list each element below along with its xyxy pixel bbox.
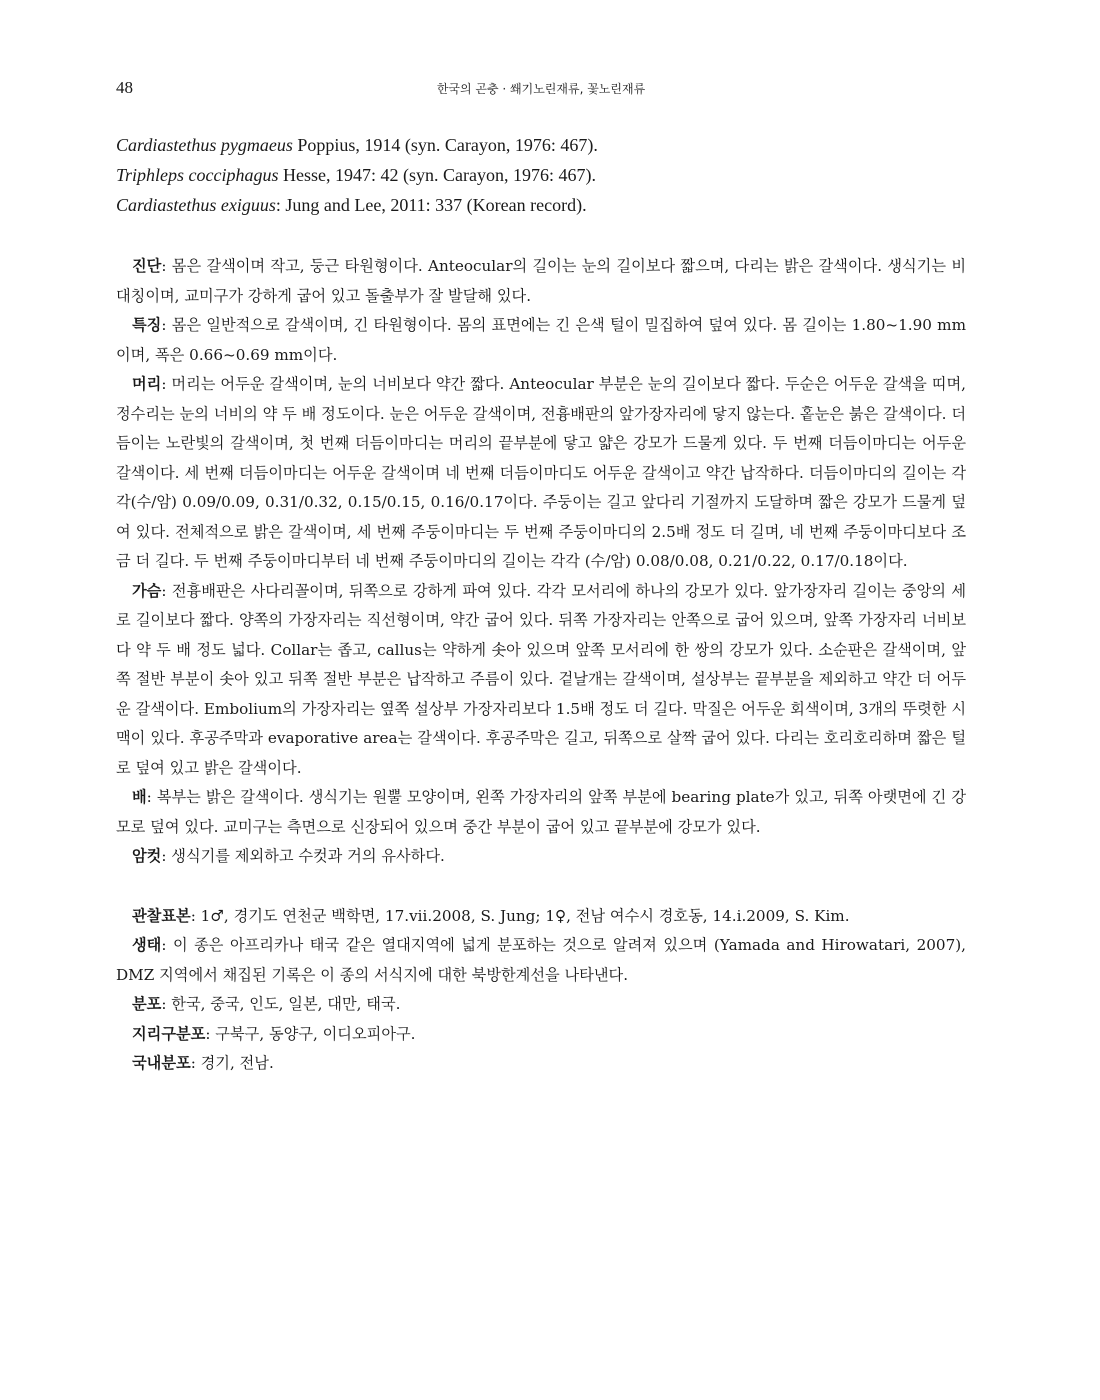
section-text: : 이 종은 아프리카나 태국 같은 열대지역에 넓게 분포하는 것으로 알려져 있으며 (Yamada and Hirowatari, 2007), DMZ 지역에서 채집된 기록은 이 종의 서식지에 대한 북방한계선을 나타낸다.	[116, 936, 966, 984]
section-text: : 몸은 일반적으로 갈색이며, 긴 타원형이다. 몸의 표면에는 긴 은색 털이 밀집하여 덮여 있다. 몸 길이는 1.80~1.90 mm이며, 폭은 0.66~0.69 mm이다.	[116, 316, 966, 364]
section-label: 진단	[132, 257, 162, 275]
section-label: 가슴	[132, 581, 162, 600]
synonym-name: Cardiastethus pygmaeus	[116, 135, 293, 155]
section-text: : 구북구, 동양구, 이디오피아구.	[205, 1024, 416, 1043]
distribution-paragraph	[116, 990, 966, 1020]
specimens-paragraph	[116, 902, 966, 932]
section-text: : 전흉배판은 사다리꼴이며, 뒤쪽으로 강하게 파여 있다. 각각 모서리에 하나의 강모가 있다. 앞가장자리 길이는 중앙의 세로 길이보다 짧다. 양쪽의 가장자리는 직선형이며, 약간 굽어 있다. 뒤쪽 가장자리는 안쪽으로 굽어 있으며, 앞쪽 가장자리 너비보다 약 두 배 정도 넓다. Collar는 좁고, callus는 약하게 솟아 있으며 앞쪽 모서리에 한 쌍의 강모가 있다. 소순판은 갈색이며, 앞쪽 절반 부분이 솟아 있고 뒤쪽 절반 부분은 납작하고 주름이 있다. 겉날개는 갈색이며, 설상부는 끝부분을 제외하고 약간 더 어두운 갈색이다. Embolium의 가장자리는 옆쪽 설상부 가장자리보다 1.5배 정도 더 길다. 막질은 어두운 회색이며, 3개의 뚜렷한 시맥이 있다. 후공주막과 evaporative area는 갈색이다. 후공주막은 길고, 뒤쪽으로 살짝 굽어 있다. 다리는 호리호리하며 짧은 털로 덮여 있고 밝은 갈색이다.	[116, 581, 966, 777]
section-text: : 1♂, 경기도 연천군 백학면, 17.vii.2008, S. Jung; 1♀, 전남 여수시 경호동, 14.i.2009, S. Kim.	[190, 906, 850, 925]
section-text: : 몸은 갈색이며 작고, 둥근 타원형이다. Anteocular의 길이는 눈의 길이보다 짧으며, 다리는 밝은 갈색이다. 생식기는 비대칭이며, 교미구가 강하게 굽어 있고 돌출부가 잘 발달해 있다.	[116, 257, 966, 305]
synonym-entry	[116, 160, 966, 190]
section-label: 배	[132, 788, 147, 806]
section-text: : 한국, 중국, 인도, 일본, 대만, 태국.	[161, 995, 401, 1013]
running-title: 한국의 곤충 · 쐐기노린재류, 꽃노린재류	[436, 82, 646, 96]
section-text: : 경기, 전남.	[190, 1054, 274, 1072]
section-label: 머리	[132, 375, 162, 393]
synonym-citation: Poppius, 1914 (syn. Carayon, 1976: 467).	[292, 135, 598, 155]
diagnosis-paragraph	[116, 252, 966, 311]
synonym-name: Triphleps cocciphagus	[116, 165, 279, 185]
ecology-paragraph	[116, 931, 966, 990]
thorax-paragraph	[116, 577, 966, 784]
synonym-citation: Hesse, 1947: 42 (syn. Carayon, 1976: 467).	[278, 165, 596, 185]
page-number: 48	[116, 78, 133, 97]
synonym-entry	[116, 130, 966, 160]
section-label: 특징	[132, 316, 162, 334]
section-label: 국내분포	[132, 1054, 191, 1072]
description-body	[116, 252, 966, 1079]
section-label: 분포	[132, 995, 162, 1013]
section-label: 관찰표본	[132, 906, 191, 925]
synonym-name: Cardiastethus exiguus	[116, 195, 276, 215]
page	[116, 78, 966, 1079]
synonym-citation: : Jung and Lee, 2011: 337 (Korean record).	[275, 195, 587, 215]
features-paragraph	[116, 311, 966, 370]
page-header	[116, 78, 966, 102]
section-label: 암컷	[132, 847, 162, 865]
domestic-distribution-paragraph	[116, 1049, 966, 1079]
section-text: : 생식기를 제외하고 수컷과 거의 유사하다.	[161, 847, 445, 865]
section-text: : 머리는 어두운 갈색이며, 눈의 너비보다 약간 짧다. Anteocular 부분은 눈의 길이보다 짧다. 두순은 어두운 갈색을 띠며, 정수리는 눈의 너비의 약 두 배 정도이다. 눈은 어두운 갈색이며, 전흉배판의 앞가장자리에 닿지 않는다. 홑눈은 붉은 갈색이다. 더듬이는 노란빛의 갈색이며, 첫 번째 더듬이마디는 머리의 끝부분에 닿고 얇은 강모가 드물게 있다. 두 번째 더듬이마디는 어두운 갈색이다. 세 번째 더듬이마디는 어두운 갈색이며 네 번째 더듬이마디도 어두운 갈색이고 약간 납작하다. 더듬이마디의 길이는 각각(수/암) 0.09/0.09, 0.31/0.32, 0.15/0.15, 0.16/0.17이다. 주둥이는 길고 앞다리 기절까지 도달하며 짧은 강모가 드물게 덮여 있다. 전체적으로 밝은 갈색이며, 세 번째 주둥이마디는 두 번째 주둥이마디의 2.5배 정도 더 길며, 네 번째 주둥이마디보다 조금 더 길다. 두 번째 주둥이마디부터 네 번째 주둥이마디의 길이는 각각 (수/암) 0.08/0.08, 0.21/0.22, 0.17/0.18이다.	[116, 375, 966, 570]
section-text: : 복부는 밝은 갈색이다. 생식기는 원뿔 모양이며, 왼쪽 가장자리의 앞쪽 부분에 bearing plate가 있고, 뒤쪽 아랫면에 긴 강모로 덮여 있다. 교미구는 측면으로 신장되어 있으며 중간 부분이 굽어 있고 끝부분에 강모가 있다.	[116, 788, 966, 836]
abdomen-paragraph	[116, 783, 966, 842]
synonym-entry	[116, 190, 966, 220]
synonym-list	[116, 130, 966, 220]
section-label: 생태	[132, 936, 162, 954]
female-paragraph	[116, 842, 966, 872]
geo-distribution-paragraph	[116, 1020, 966, 1050]
section-label: 지리구분포	[132, 1024, 206, 1043]
section-gap	[116, 872, 966, 902]
head-paragraph	[116, 370, 966, 577]
